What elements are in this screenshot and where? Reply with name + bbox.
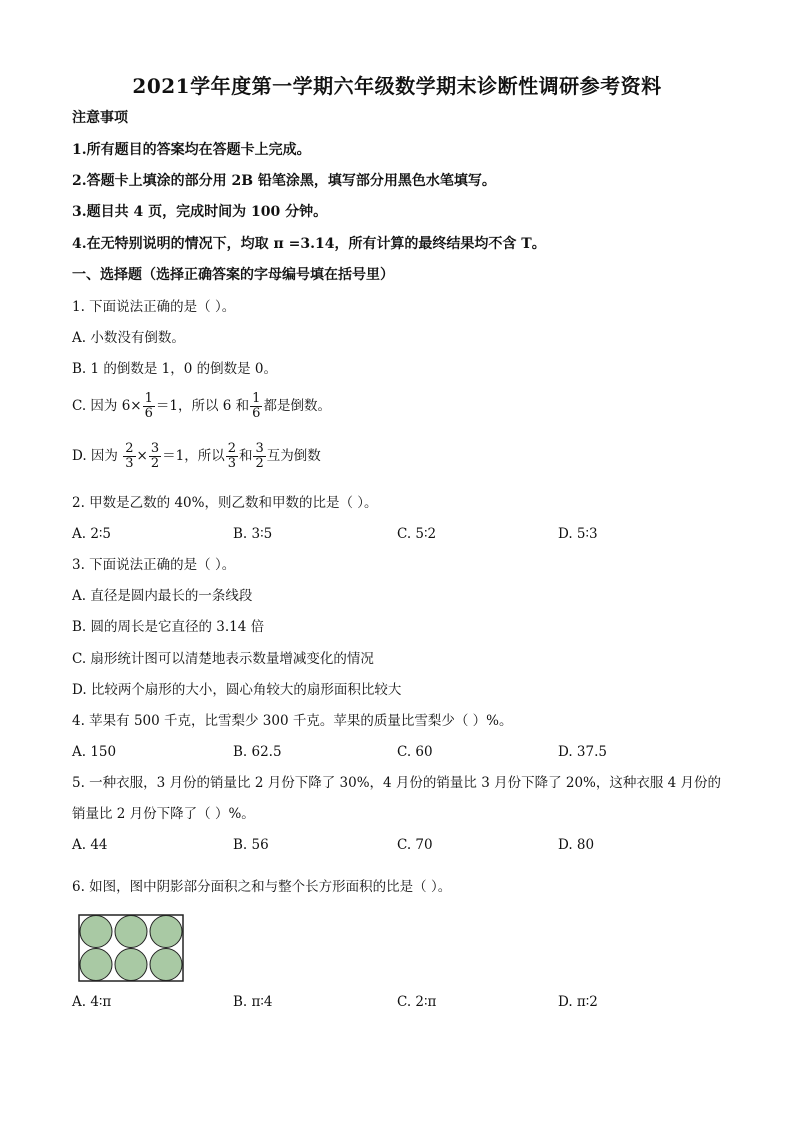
numerator: 3 [150, 441, 160, 456]
shaded-circle [150, 916, 182, 948]
note-item: 4.在无特别说明的情况下，均取 π =3.14，所有计算的最终结果均不含 T。 [72, 236, 546, 252]
option-b: B. 圆的周长是它直径的 3.14 倍 [72, 619, 265, 635]
question-stem-continued: 销量比 2 月份下降了（ ）%。 [72, 806, 255, 822]
option-b: B. 62.5 [233, 744, 282, 760]
denominator: 6 [252, 406, 261, 421]
section-heading: 一、选择题（选择正确答案的字母编号填在括号里） [72, 267, 394, 283]
denominator: 2 [150, 456, 160, 471]
option-d: D. 37.5 [558, 744, 607, 760]
option-d-text: 和 [238, 448, 253, 464]
option-a: A. 2∶5 [72, 526, 112, 542]
option-d: D. 80 [558, 837, 595, 853]
question-stem: 2. 甲数是乙数的 40%，则乙数和甲数的比是（ ）。 [72, 495, 378, 511]
option-c: C. 60 [397, 744, 433, 760]
numerator: 1 [144, 391, 153, 406]
question-stem: 4. 苹果有 500 千克，比雪梨少 300 千克。苹果的质量比雪梨少（ ）%。 [72, 713, 513, 729]
option-c: C. 2∶π [397, 994, 437, 1010]
fraction [253, 442, 265, 471]
option-c-text: C. 因为 6× [72, 398, 142, 414]
option-a: A. 150 [72, 744, 117, 760]
option-c [72, 392, 331, 421]
numerator: 1 [252, 391, 261, 406]
fraction [250, 392, 262, 421]
note-item: 2.答题卡上填涂的部分用 2B 铅笔涂黑，填写部分用黑色水笔填写。 [72, 173, 496, 189]
shaded-circle [150, 949, 182, 981]
option-d: D. 5∶3 [558, 526, 598, 542]
option-c-text: ＝1，所以 6 和 [155, 398, 250, 414]
fraction [143, 392, 155, 421]
times-sign: × [136, 448, 148, 464]
shaded-circle [80, 916, 112, 948]
numerator: 3 [255, 441, 264, 456]
option-a: A. 小数没有倒数。 [72, 330, 185, 346]
shaded-circle [115, 949, 147, 981]
fraction [226, 442, 238, 471]
notes-heading: 注意事项 [72, 110, 128, 126]
option-b: B. π∶4 [233, 994, 273, 1010]
option-c-text: 都是倒数。 [263, 398, 331, 414]
note-item: 3.题目共 4 页，完成时间为 100 分钟。 [72, 204, 328, 220]
option-a: A. 4∶π [72, 994, 112, 1010]
option-c: C. 扇形统计图可以清楚地表示数量增减变化的情况 [72, 651, 374, 667]
option-a: A. 44 [72, 837, 108, 853]
option-d-text: 互为倒数 [266, 448, 321, 464]
page-title: 2021学年度第一学期六年级数学期末诊断性调研参考资料 [132, 74, 662, 98]
option-b: B. 3∶5 [233, 526, 273, 542]
fraction [149, 442, 161, 471]
numerator: 2 [227, 441, 236, 456]
denominator: 2 [255, 456, 264, 471]
shaded-circle [115, 916, 147, 948]
rectangle-circles-figure [78, 914, 184, 982]
question-stem: 6. 如图，图中阴影部分面积之和与整个长方形面积的比是（ ）。 [72, 879, 452, 895]
denominator: 3 [227, 456, 236, 471]
option-b: B. 56 [233, 837, 269, 853]
option-d: D. 比较两个扇形的大小，圆心角较大的扇形面积比较大 [72, 682, 402, 698]
question-stem: 3. 下面说法正确的是（ ）。 [72, 557, 236, 573]
question-stem: 5. 一种衣服，3 月份的销量比 2 月份下降了 30%，4 月份的销量比 3 月份下降了 20%，这种衣服 4 月份的 [72, 775, 722, 791]
option-c: C. 5∶2 [397, 526, 437, 542]
option-d-text: D. 因为 [72, 448, 118, 464]
denominator: 3 [125, 456, 134, 471]
option-d: D. π∶2 [558, 994, 598, 1010]
option-b: B. 1 的倒数是 1，0 的倒数是 0。 [72, 361, 278, 377]
fraction [123, 442, 135, 471]
shaded-circle [80, 949, 112, 981]
option-a: A. 直径是圆内最长的一条线段 [72, 588, 253, 604]
option-d [72, 442, 321, 471]
note-item: 1.所有题目的答案均在答题卡上完成。 [72, 142, 311, 158]
numerator: 2 [125, 441, 134, 456]
option-c: C. 70 [397, 837, 433, 853]
denominator: 6 [144, 406, 153, 421]
option-d-text: ＝1，所以 [162, 448, 225, 464]
question-stem: 1. 下面说法正确的是（ ）。 [72, 299, 236, 315]
